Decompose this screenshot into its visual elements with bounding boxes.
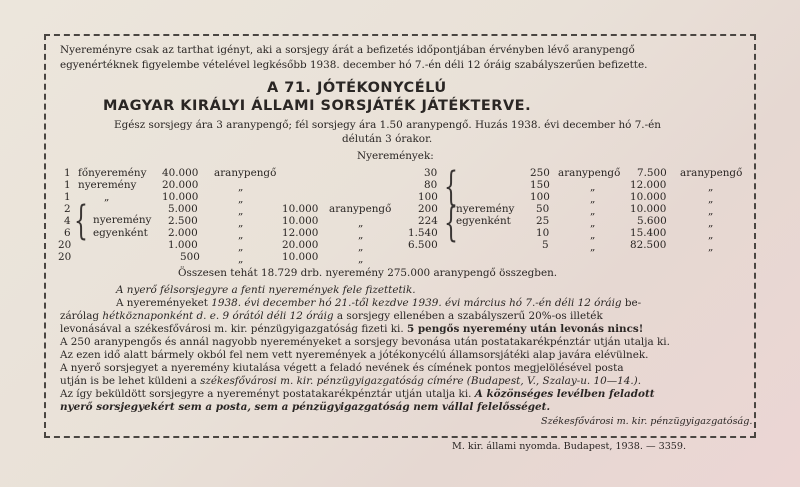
table-row-count: 1.540: [408, 227, 438, 239]
table-row-total: 82.500: [630, 239, 667, 251]
table-row-count: 200: [418, 203, 438, 215]
table-row-total-unit: „: [708, 241, 714, 253]
note-tax: levonásával a székesfővárosi m. kir. pénzügyigazgatóság fizeti ki. 5 pengős nyeremény után levonás nincs!: [60, 323, 644, 335]
ditto: „: [358, 229, 364, 241]
table-row-count: 1: [64, 191, 71, 203]
table-row-total: 12.000: [282, 227, 319, 239]
table-row-count: 20: [58, 239, 72, 251]
table-row-amount: 150: [530, 179, 550, 191]
table-row-total: 15.400: [630, 227, 667, 239]
table-row-unit: „: [590, 193, 596, 205]
ditto: „: [358, 241, 364, 253]
table-row-label: főnyeremény: [78, 167, 147, 179]
brace-left: {: [74, 198, 88, 244]
table-row-total: 10.000: [282, 203, 319, 215]
table-row-total-unit: „: [708, 229, 714, 241]
table-row-label: nyeremény: [78, 179, 137, 191]
brace-right: {: [444, 164, 458, 210]
table-row-unit: „: [238, 229, 244, 241]
intro-line-2: egyenértéknek figyelembe vételével legkésőbb 1938. december hó 7.-én déli 12 óráig szabályszerűen befizette.: [60, 59, 648, 71]
table-row-count: 100: [418, 191, 438, 203]
signature: Székesfővárosi m. kir. pénzügyigazgatóság.: [541, 416, 753, 427]
price-line-1: Egész sorsjegy ára 3 aranypengő; fél sorsjegy ára 1.50 aranypengő. Huzás 1938. évi december hó 7.-én: [114, 119, 661, 131]
table-row-count: 30: [424, 167, 438, 179]
table-row-unit: „: [238, 205, 244, 217]
table-row-total-unit: „: [708, 205, 714, 217]
table-row-count: 6.500: [408, 239, 438, 251]
table-row-total: 10.000: [282, 251, 319, 263]
table-row-amount: 2.000: [168, 227, 198, 239]
title-line-2: MAGYAR KIRÁLYI ÁLLAMI SORSJÁTÉK JÁTÉKTERVE.: [103, 98, 532, 114]
table-row-count: 4: [64, 215, 71, 227]
note-address: utján is be lehet küldeni a székesfővárosi m. kir. pénzügyigazgatóság címére (Budapest, V., Szalay-u. 10—14.).: [60, 375, 642, 387]
table-row-total: 10.000: [282, 215, 319, 227]
table-row-count: 6: [64, 227, 71, 239]
table-row-unit: „: [590, 181, 596, 193]
table-row-amount: 250: [530, 167, 550, 179]
table-row-count: 80: [424, 179, 438, 191]
table-row-total-unit: aranypengő: [680, 167, 743, 179]
table-row-label: „: [104, 191, 110, 203]
table-row-unit: „: [238, 193, 244, 205]
table-row-unit: „: [238, 241, 244, 253]
table-row-amount: 10: [536, 227, 550, 239]
table-row-unit: aranypengő: [214, 167, 277, 179]
note-liability-1: Az így beküldött sorsjegyre a nyereményt postatakarékpénztár utján utalja ki. A közönséges levélben feladott: [60, 388, 655, 400]
note-liability-2: nyerő sorsjegyekért sem a posta, sem a pénzügyigazgatóság nem vállal felelősséget.: [60, 401, 551, 413]
group-label: nyeremény: [93, 214, 152, 226]
table-row-total: 10.000: [630, 191, 667, 203]
table-row-total-unit: „: [708, 181, 714, 193]
total-unit: aranypengő: [329, 203, 392, 215]
table-row-unit: „: [590, 205, 596, 217]
note-mail-in: A nyerő sorsjegyet a nyeremény kiutalása végett a feladó nevének és címének pontos megjelölésével posta: [60, 362, 624, 374]
table-row-total-unit: „: [708, 193, 714, 205]
note-half-ticket: A nyerő félsorsjegyre a fenti nyeremények fele fizettetik.: [116, 284, 416, 296]
table-row-amount: 1.000: [168, 239, 198, 251]
table-row-amount: 5.000: [168, 203, 198, 215]
note-expiry: Az ezen idő alatt bármely okból fel nem vett nyeremények a jótékonycélú államsorsjátéki alap javára elévülnek.: [60, 349, 649, 361]
table-row-count: 1: [64, 167, 71, 179]
table-row-unit: aranypengő: [558, 167, 621, 179]
table-row-total: 12.000: [630, 179, 667, 191]
title-line-1: A 71. JÓTÉKONYCÉLÚ: [267, 80, 447, 96]
price-line-2: délután 3 órakor.: [342, 133, 433, 145]
table-row-amount: 50: [536, 203, 550, 215]
table-row-unit: „: [238, 181, 244, 193]
table-row-total: 5.600: [637, 215, 667, 227]
brace-right: {: [444, 200, 458, 246]
prizes-heading: Nyeremények:: [357, 150, 434, 162]
table-row-total: 20.000: [282, 239, 319, 251]
table-row-amount: 25: [536, 215, 550, 227]
note-postal-transfer: A 250 aranypengős és annál nagyobb nyereményeket a sorsjegy bevonása után postatakarékpénztár utján utalja ki.: [60, 336, 670, 348]
table-row-total: 10.000: [630, 203, 667, 215]
table-row-amount: 40.000: [162, 167, 199, 179]
printer-imprint: M. kir. állami nyomda. Budapest, 1938. — 3359.: [452, 441, 687, 452]
table-row-count: 224: [418, 215, 438, 227]
table-row-amount: 2.500: [168, 215, 198, 227]
group-label: egyenként: [456, 215, 511, 227]
group-label: egyenként: [93, 227, 148, 239]
table-row-unit: „: [590, 217, 596, 229]
ditto: „: [358, 253, 364, 265]
table-row-count: 2: [64, 203, 71, 215]
table-row-amount: 10.000: [162, 191, 199, 203]
table-row-total-unit: „: [708, 217, 714, 229]
table-row-unit: „: [590, 241, 596, 253]
table-row-unit: „: [590, 229, 596, 241]
summary-line: Összesen tehát 18.729 drb. nyeremény 275.000 aranypengő összegben.: [178, 267, 558, 279]
table-row-amount: 5: [542, 239, 549, 251]
note-payout-dates: A nyereményeket 1938. évi december hó 21.-től kezdve 1939. évi március hó 7.-én déli 12 óráig be-: [116, 297, 642, 309]
table-row-count: 1: [64, 179, 71, 191]
intro-line-1: Nyereményre csak az tarthat igényt, aki a sorsjegy árát a befizetés időpontjában érvényben lévő aranypengő: [60, 44, 635, 56]
table-row-unit: „: [238, 217, 244, 229]
table-row-amount: 20.000: [162, 179, 199, 191]
table-row-amount: 500: [180, 251, 200, 263]
ditto: „: [358, 217, 364, 229]
note-payout-hours: zárólag hétköznaponként d. e. 9 órától déli 12 óráig a sorsjegy ellenében a szabályszerű 20%-os illeték: [60, 310, 603, 322]
table-row-count: 20: [58, 251, 72, 263]
group-label: nyeremény: [456, 203, 515, 215]
table-row-amount: 100: [530, 191, 550, 203]
table-row-total: 7.500: [637, 167, 667, 179]
table-row-unit: „: [238, 253, 244, 265]
